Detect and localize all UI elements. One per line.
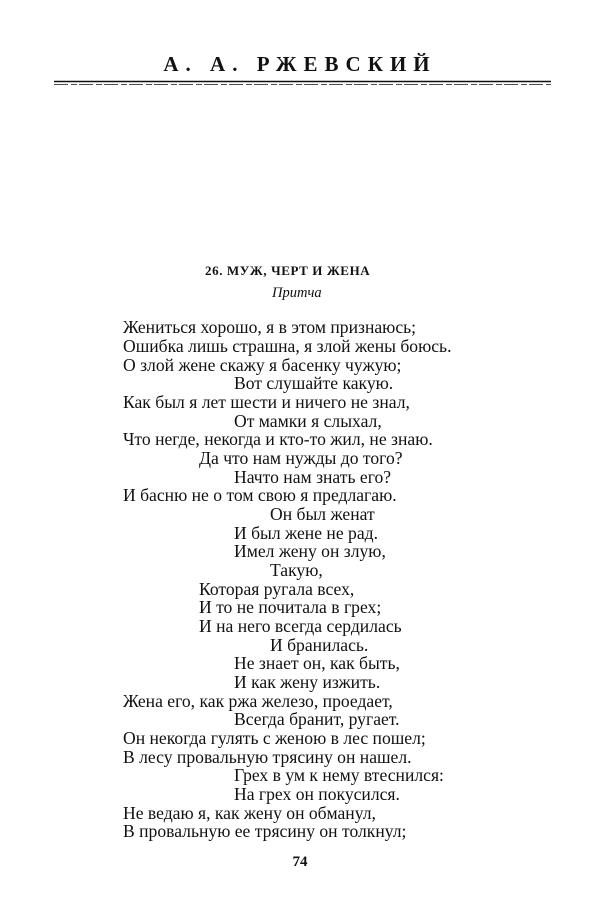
poem-line: О злой жене скажу я басенку чужую; xyxy=(123,355,402,375)
poem-line: На грех он покусился. xyxy=(234,784,400,804)
poem-line: Жениться хорошо, я в этом признаюсь; xyxy=(123,317,417,337)
poem-line: Да что нам нужды до того? xyxy=(199,448,403,468)
poem-line: И басню не о том свою я предлагаю. xyxy=(123,485,397,505)
poem-line: И как жену изжить. xyxy=(234,672,381,692)
poem-subtitle: Притча xyxy=(272,285,322,301)
poem-line: В провальную ее трясину он толкнул; xyxy=(123,821,407,841)
poem-line: Не знает он, как быть, xyxy=(234,653,400,673)
poem-line: Которая ругала всех, xyxy=(199,579,355,599)
poem-line: И на него всегда сердилась xyxy=(199,616,402,636)
poem-line: Имел жену он злую, xyxy=(234,541,386,561)
poem-line: Что негде, некогда и кто-то жил, не знаю. xyxy=(123,429,433,449)
poem-line: Начто нам знать его? xyxy=(234,467,392,487)
poem-line: И то не почитала в грех; xyxy=(199,597,382,617)
poem-line: Он некогда гулять с женою в лес пошел; xyxy=(123,728,426,748)
poem-line: Ошибка лишь страшна, я злой жены боюсь. xyxy=(123,336,452,356)
poem-line: От мамки я слыхал, xyxy=(234,411,382,431)
page-number: 74 xyxy=(292,854,308,870)
poem-line: И был жене не рад. xyxy=(234,523,378,543)
header-rule xyxy=(54,80,551,86)
poem-line: Всегда бранит, ругает. xyxy=(234,709,400,729)
poem-line: Вот слушайте какую. xyxy=(234,373,394,393)
poem-line: Такую, xyxy=(270,560,323,580)
running-head: А. А. РЖЕВСКИЙ xyxy=(163,52,437,76)
poem-line: Грех в ум к нему втеснился: xyxy=(234,765,444,785)
poem-line: Жена его, как ржа железо, проедает, xyxy=(123,691,393,711)
poem-line: Он был женат xyxy=(270,504,375,524)
poem-line: Не ведаю я, как жену он обманул, xyxy=(123,803,376,823)
poem-line: В лесу провальную трясину он нашел. xyxy=(123,747,412,767)
poem-line: Как был я лет шести и ничего не знал, xyxy=(123,392,410,412)
poem-title: 26. МУЖ, ЧЕРТ И ЖЕНА xyxy=(205,263,371,278)
poem-line: И бранилась. xyxy=(270,635,369,655)
